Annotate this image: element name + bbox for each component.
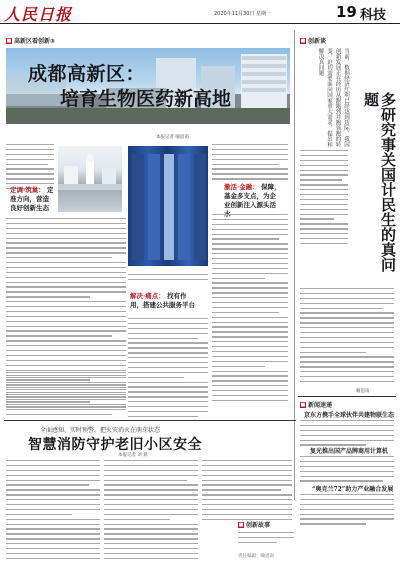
column-marker-icon: ■ — [300, 401, 306, 408]
subhead-1: 定调·筑巢： 定准方向，营造良好创新生态 — [10, 186, 54, 212]
page-number: 19 — [336, 3, 357, 21]
bottom-text-block — [6, 460, 100, 559]
subhead-2: 激活·金融： 保障，基金多支点，为企业创新注入源头活 — [224, 183, 281, 209]
feature-byline: 本报记者 喻思南 — [156, 135, 189, 140]
corner-text-block — [238, 532, 294, 543]
feature-title-line1: 成都高新区： — [28, 63, 146, 85]
column-marker-icon: ■ — [238, 521, 244, 528]
dateline: 2020年11月30日 星期一 — [214, 11, 272, 17]
opinion-headline: 多研究事关国计民生的真问题 — [362, 92, 397, 272]
lab-photo — [58, 146, 122, 212]
feature-title-line2: 培育生物医药新高地 — [60, 88, 232, 110]
feature-text-block — [212, 144, 288, 180]
feature-text-block — [6, 144, 54, 189]
subhead-3: 解决·痛点： 找有作用，搭建公共服务平台 — [130, 292, 195, 309]
opinion-column-tag: ■ 创新谈 — [300, 37, 327, 45]
section-title: 科技 — [360, 8, 387, 23]
feature-text-block — [128, 318, 208, 417]
page-footer: 责任编辑：喻思南 — [238, 554, 274, 559]
opinion-byline: 喻思南 — [356, 389, 370, 394]
news-text-block — [300, 494, 394, 525]
opinion-text-block — [300, 288, 394, 382]
news-text-block — [300, 420, 394, 446]
newspaper-logo: 人民日报 — [4, 5, 73, 24]
opinion-pull-quote: 当前，数据经济红利已经达到边际，我国创新发展正在经历从跟跑到并跑领跑的转变，迫切需要面向国家重大需求，提出和解决真问题 — [317, 48, 349, 147]
corner-column-tag: ■ 创新故事 — [238, 521, 271, 529]
feature-text-block — [128, 274, 208, 280]
news-headline-1: 京东方携手全球伙伴共建物联生态 — [304, 412, 395, 419]
section-rule — [4, 420, 296, 421]
bottom-text-block — [104, 460, 198, 559]
column-marker-icon: ■ — [6, 37, 12, 44]
column-marker-icon: ■ — [300, 37, 306, 44]
news-text-block — [300, 456, 394, 482]
bottom-byline: 本报记者 刘 晨 — [118, 453, 148, 458]
bottom-title: 智慧消防守护老旧小区安全 — [28, 437, 202, 453]
column-divider — [294, 30, 295, 500]
server-room-photo — [128, 146, 208, 266]
bottom-text-block — [202, 460, 292, 520]
feature-text-block — [212, 214, 288, 401]
feature-column-tag: ■ 高新区看创新③ — [6, 37, 56, 45]
section-rule — [298, 396, 396, 397]
news-headline-2: 复光推出国产品牌商用计算机 — [310, 448, 389, 455]
news-headline-3: “奥克兰72”助力产业融合发展 — [312, 486, 394, 493]
feature-text-block — [6, 372, 126, 408]
opinion-text-block — [300, 150, 348, 244]
bottom-kicker: 全面感知、实时预警，把火灾消灭在萌芽状态 — [40, 427, 161, 434]
news-column-tag: ■ 新闻速递 — [300, 401, 333, 409]
